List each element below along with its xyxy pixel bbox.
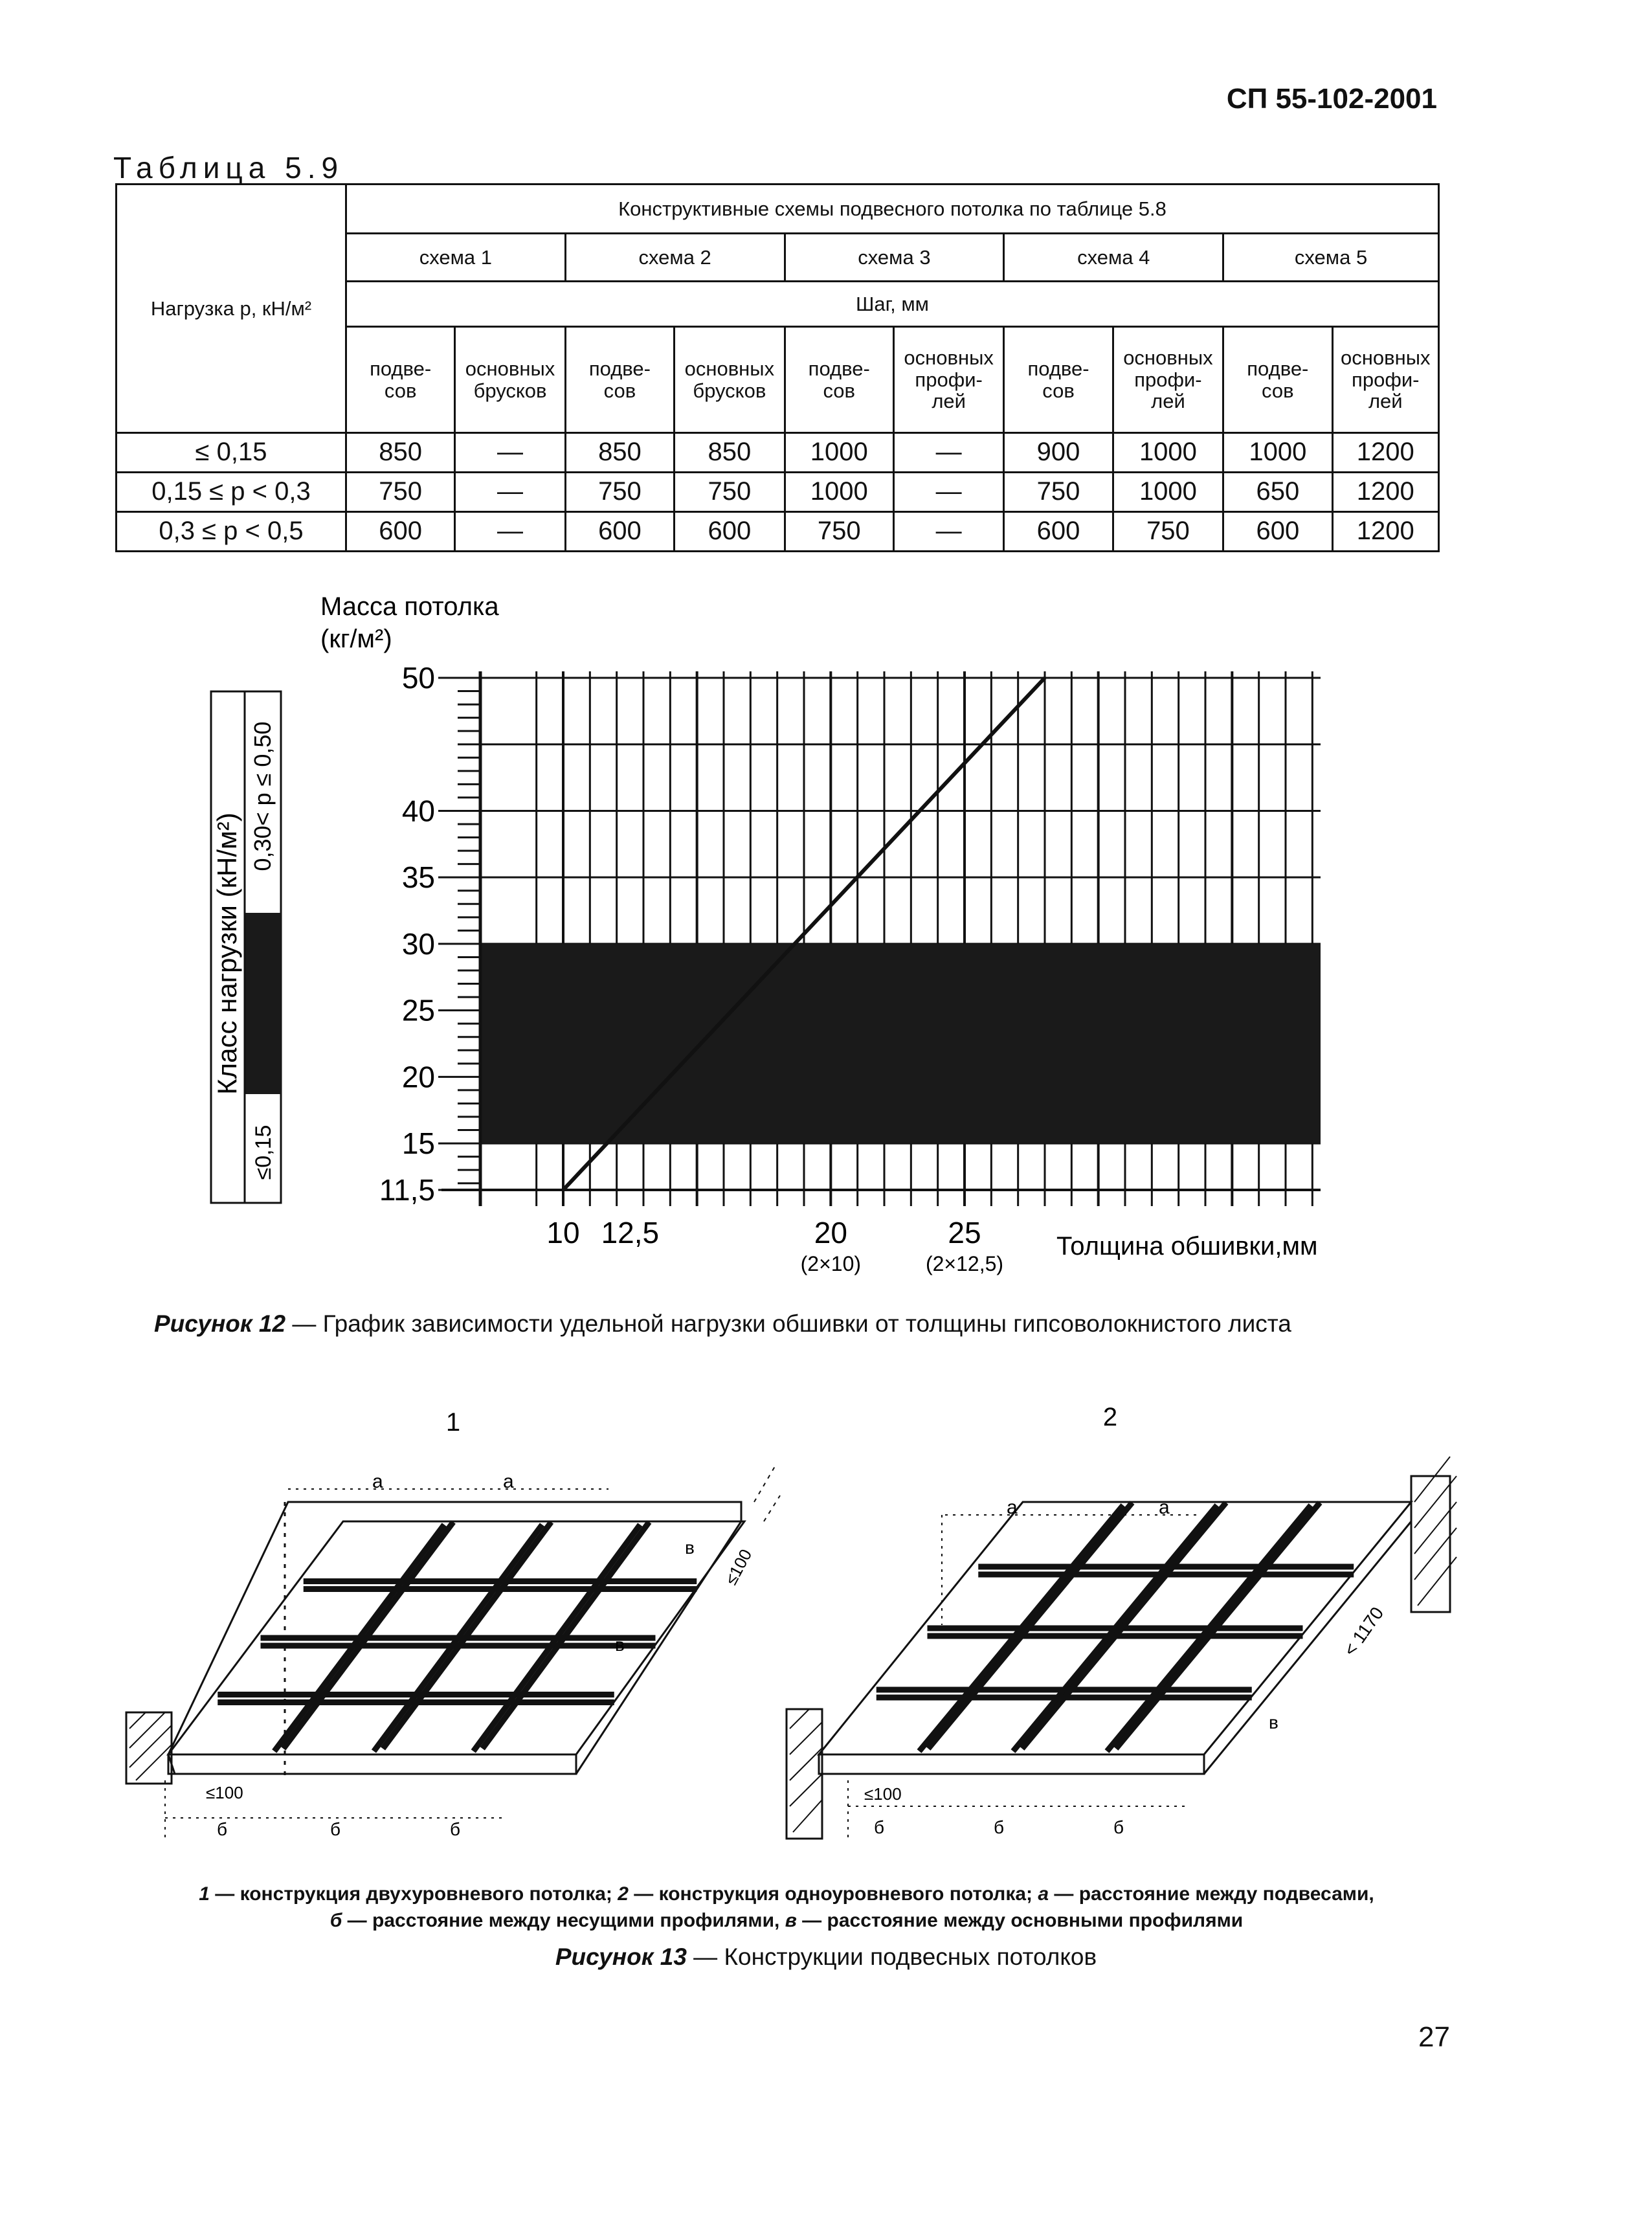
legend-line-1 xyxy=(117,1881,1457,1908)
table-cell: 850 xyxy=(675,433,785,473)
y-axis-unit: (кг/м²) xyxy=(320,625,392,653)
y-tick-label: 40 xyxy=(401,794,435,828)
row-load-label: 0,15 ≤ p < 0,3 xyxy=(117,473,346,512)
table-cell: 750 xyxy=(1113,512,1223,552)
y-tick-label: 35 xyxy=(401,860,435,895)
dim-v-2: в xyxy=(685,1538,695,1558)
table-cell: — xyxy=(455,433,565,473)
table-row xyxy=(117,433,1439,473)
table-cell: 750 xyxy=(565,473,674,512)
single-level-ceiling-drawing xyxy=(787,1403,1457,1839)
legend-text: — конструкция одноуровневого потолка; xyxy=(628,1883,1038,1905)
page-number: 27 xyxy=(1418,2021,1450,2053)
document-code: СП 55-102-2001 xyxy=(1226,83,1437,115)
load-chart xyxy=(0,583,1652,1301)
table-row xyxy=(117,473,1439,512)
table-row xyxy=(117,512,1439,552)
dim-v-3: в xyxy=(1269,1712,1278,1732)
table-cell: — xyxy=(893,473,1003,512)
x-axis-title: Толщина обшивки,мм xyxy=(1056,1232,1318,1260)
table-cell: 900 xyxy=(1004,433,1113,473)
table-cell: 600 xyxy=(565,512,674,552)
table-cell: 600 xyxy=(675,512,785,552)
y-tick-label: 50 xyxy=(401,661,435,695)
scheme-4-header: схема 4 xyxy=(1004,234,1223,282)
spec-table xyxy=(115,183,1440,552)
dim-b-4: б xyxy=(874,1817,885,1837)
table-cell: 1000 xyxy=(1113,473,1223,512)
step-subheader: основных брусков xyxy=(675,327,785,433)
y-tick-label: 20 xyxy=(401,1060,435,1094)
table-cell: 850 xyxy=(565,433,674,473)
x-tick-label: 12,5 xyxy=(601,1216,660,1249)
dim-b-1: б xyxy=(217,1819,228,1839)
step-subheader: основных профи- лей xyxy=(1332,327,1438,433)
step-subheader: подве- сов xyxy=(1004,327,1113,433)
table-cell: 850 xyxy=(346,433,454,473)
load-class-band xyxy=(480,944,1321,1143)
ceiling-drawings xyxy=(0,1392,1652,1871)
table-cell: — xyxy=(893,433,1003,473)
step-subheader: подве- сов xyxy=(565,327,674,433)
table-cell: 1000 xyxy=(785,473,893,512)
x-tick-sublabel: (2×12,5) xyxy=(925,1252,1004,1275)
dim-100-1: ≤100 xyxy=(206,1783,243,1802)
load-class-upper: 0,30< p ≤ 0,50 xyxy=(249,721,276,871)
chart-labels xyxy=(320,592,1318,1275)
drawing1-label: 1 xyxy=(445,1408,461,1437)
legend-marker: 1 xyxy=(199,1883,210,1905)
table-cell: 600 xyxy=(1223,512,1332,552)
x-tick-label: 10 xyxy=(546,1216,580,1249)
x-tick-sublabel: (2×10) xyxy=(800,1252,862,1275)
load-class-legend xyxy=(211,691,281,1203)
legend-marker: в xyxy=(785,1909,797,1931)
scheme-2-header: схема 2 xyxy=(565,234,785,282)
table-cell: 600 xyxy=(1004,512,1113,552)
table-cell: 600 xyxy=(346,512,454,552)
table-cell: 1200 xyxy=(1332,433,1438,473)
scheme-3-header: схема 3 xyxy=(785,234,1004,282)
table-cell: 1200 xyxy=(1332,512,1438,552)
legend-marker: а xyxy=(1038,1883,1049,1905)
load-class-lower: ≤0,15 xyxy=(251,1125,276,1180)
y-tick-label: 15 xyxy=(401,1126,435,1161)
table-cell: 650 xyxy=(1223,473,1332,512)
table-caption: Таблица 5.9 xyxy=(113,151,344,185)
y-tick-label: 25 xyxy=(401,993,435,1027)
table-cell: 1000 xyxy=(1223,433,1332,473)
dim-a-3: а xyxy=(1007,1497,1018,1518)
dim-a-1: а xyxy=(372,1471,383,1492)
figure13-caption: Рисунок 13 — Конструкции подвесных потолков xyxy=(555,1943,1097,1970)
table-cell: — xyxy=(893,512,1003,552)
step-header: Шаг, мм xyxy=(346,282,1438,327)
legend-text: — расстояние между несущими профилями, xyxy=(342,1909,785,1931)
table-cell: 1200 xyxy=(1332,473,1438,512)
table-cell: 750 xyxy=(1004,473,1113,512)
dim-v-1: в xyxy=(615,1635,625,1655)
figure12-caption: Рисунок 12 — График зависимости удельной нагрузки обшивки от толщины гипсоволокнистого листа xyxy=(154,1310,1291,1337)
drawing2-label: 2 xyxy=(1102,1403,1118,1431)
x-tick-label: 25 xyxy=(948,1216,981,1249)
scheme-1-header: схема 1 xyxy=(346,234,565,282)
figure13-legend xyxy=(117,1881,1457,1934)
table-cell: 1000 xyxy=(785,433,893,473)
scheme-5-header: схема 5 xyxy=(1223,234,1439,282)
dim-100-3: ≤100 xyxy=(864,1784,902,1804)
dim-a-4: а xyxy=(1159,1497,1170,1518)
two-level-ceiling-drawing xyxy=(126,1408,780,1839)
step-subheader: подве- сов xyxy=(785,327,893,433)
table-cell: — xyxy=(455,473,565,512)
table-cell: — xyxy=(455,512,565,552)
scheme-header: Конструктивные схемы подвесного потолка по таблице 5.8 xyxy=(346,185,1438,234)
dim-b-6: б xyxy=(1113,1817,1124,1837)
table-cell: 750 xyxy=(785,512,893,552)
legend-text: — расстояние между основными профилями xyxy=(796,1909,1244,1931)
dim-a-2: а xyxy=(503,1471,514,1492)
legend-line-2 xyxy=(117,1908,1457,1934)
row-load-label: 0,3 ≤ p < 0,5 xyxy=(117,512,346,552)
step-subheader: основных профи- лей xyxy=(1113,327,1223,433)
load-class-dark-bar xyxy=(245,913,281,1094)
y-tick-label: 11,5 xyxy=(379,1173,435,1207)
table-cell: 750 xyxy=(346,473,454,512)
table-cell: 1000 xyxy=(1113,433,1223,473)
step-subheader: подве- сов xyxy=(346,327,454,433)
load-band xyxy=(480,944,1321,1143)
legend-marker: 2 xyxy=(618,1883,629,1905)
step-subheader: основных брусков xyxy=(455,327,565,433)
load-class-title: Класс нагрузки (кН/м²) xyxy=(212,812,242,1095)
dim-1170: < 1170 xyxy=(1339,1603,1388,1660)
dim-100-2: ≤100 xyxy=(720,1545,756,1588)
step-subheader: подве- сов xyxy=(1223,327,1332,433)
row-load-label: ≤ 0,15 xyxy=(117,433,346,473)
y-axis-title: Масса потолка xyxy=(320,592,499,621)
table-cell: 750 xyxy=(675,473,785,512)
x-tick-label: 20 xyxy=(814,1216,847,1249)
dim-b-3: б xyxy=(450,1819,461,1839)
y-tick-label: 30 xyxy=(401,926,435,961)
step-subheader: основных профи- лей xyxy=(893,327,1003,433)
legend-text: — конструкция двухуровневого потолка; xyxy=(209,1883,618,1905)
dim-b-2: б xyxy=(330,1819,341,1839)
load-header: Нагрузка p, кН/м² xyxy=(117,185,346,433)
legend-marker: б xyxy=(329,1909,342,1931)
dim-b-5: б xyxy=(994,1817,1005,1837)
legend-text: — расстояние между подвесами, xyxy=(1049,1883,1374,1905)
